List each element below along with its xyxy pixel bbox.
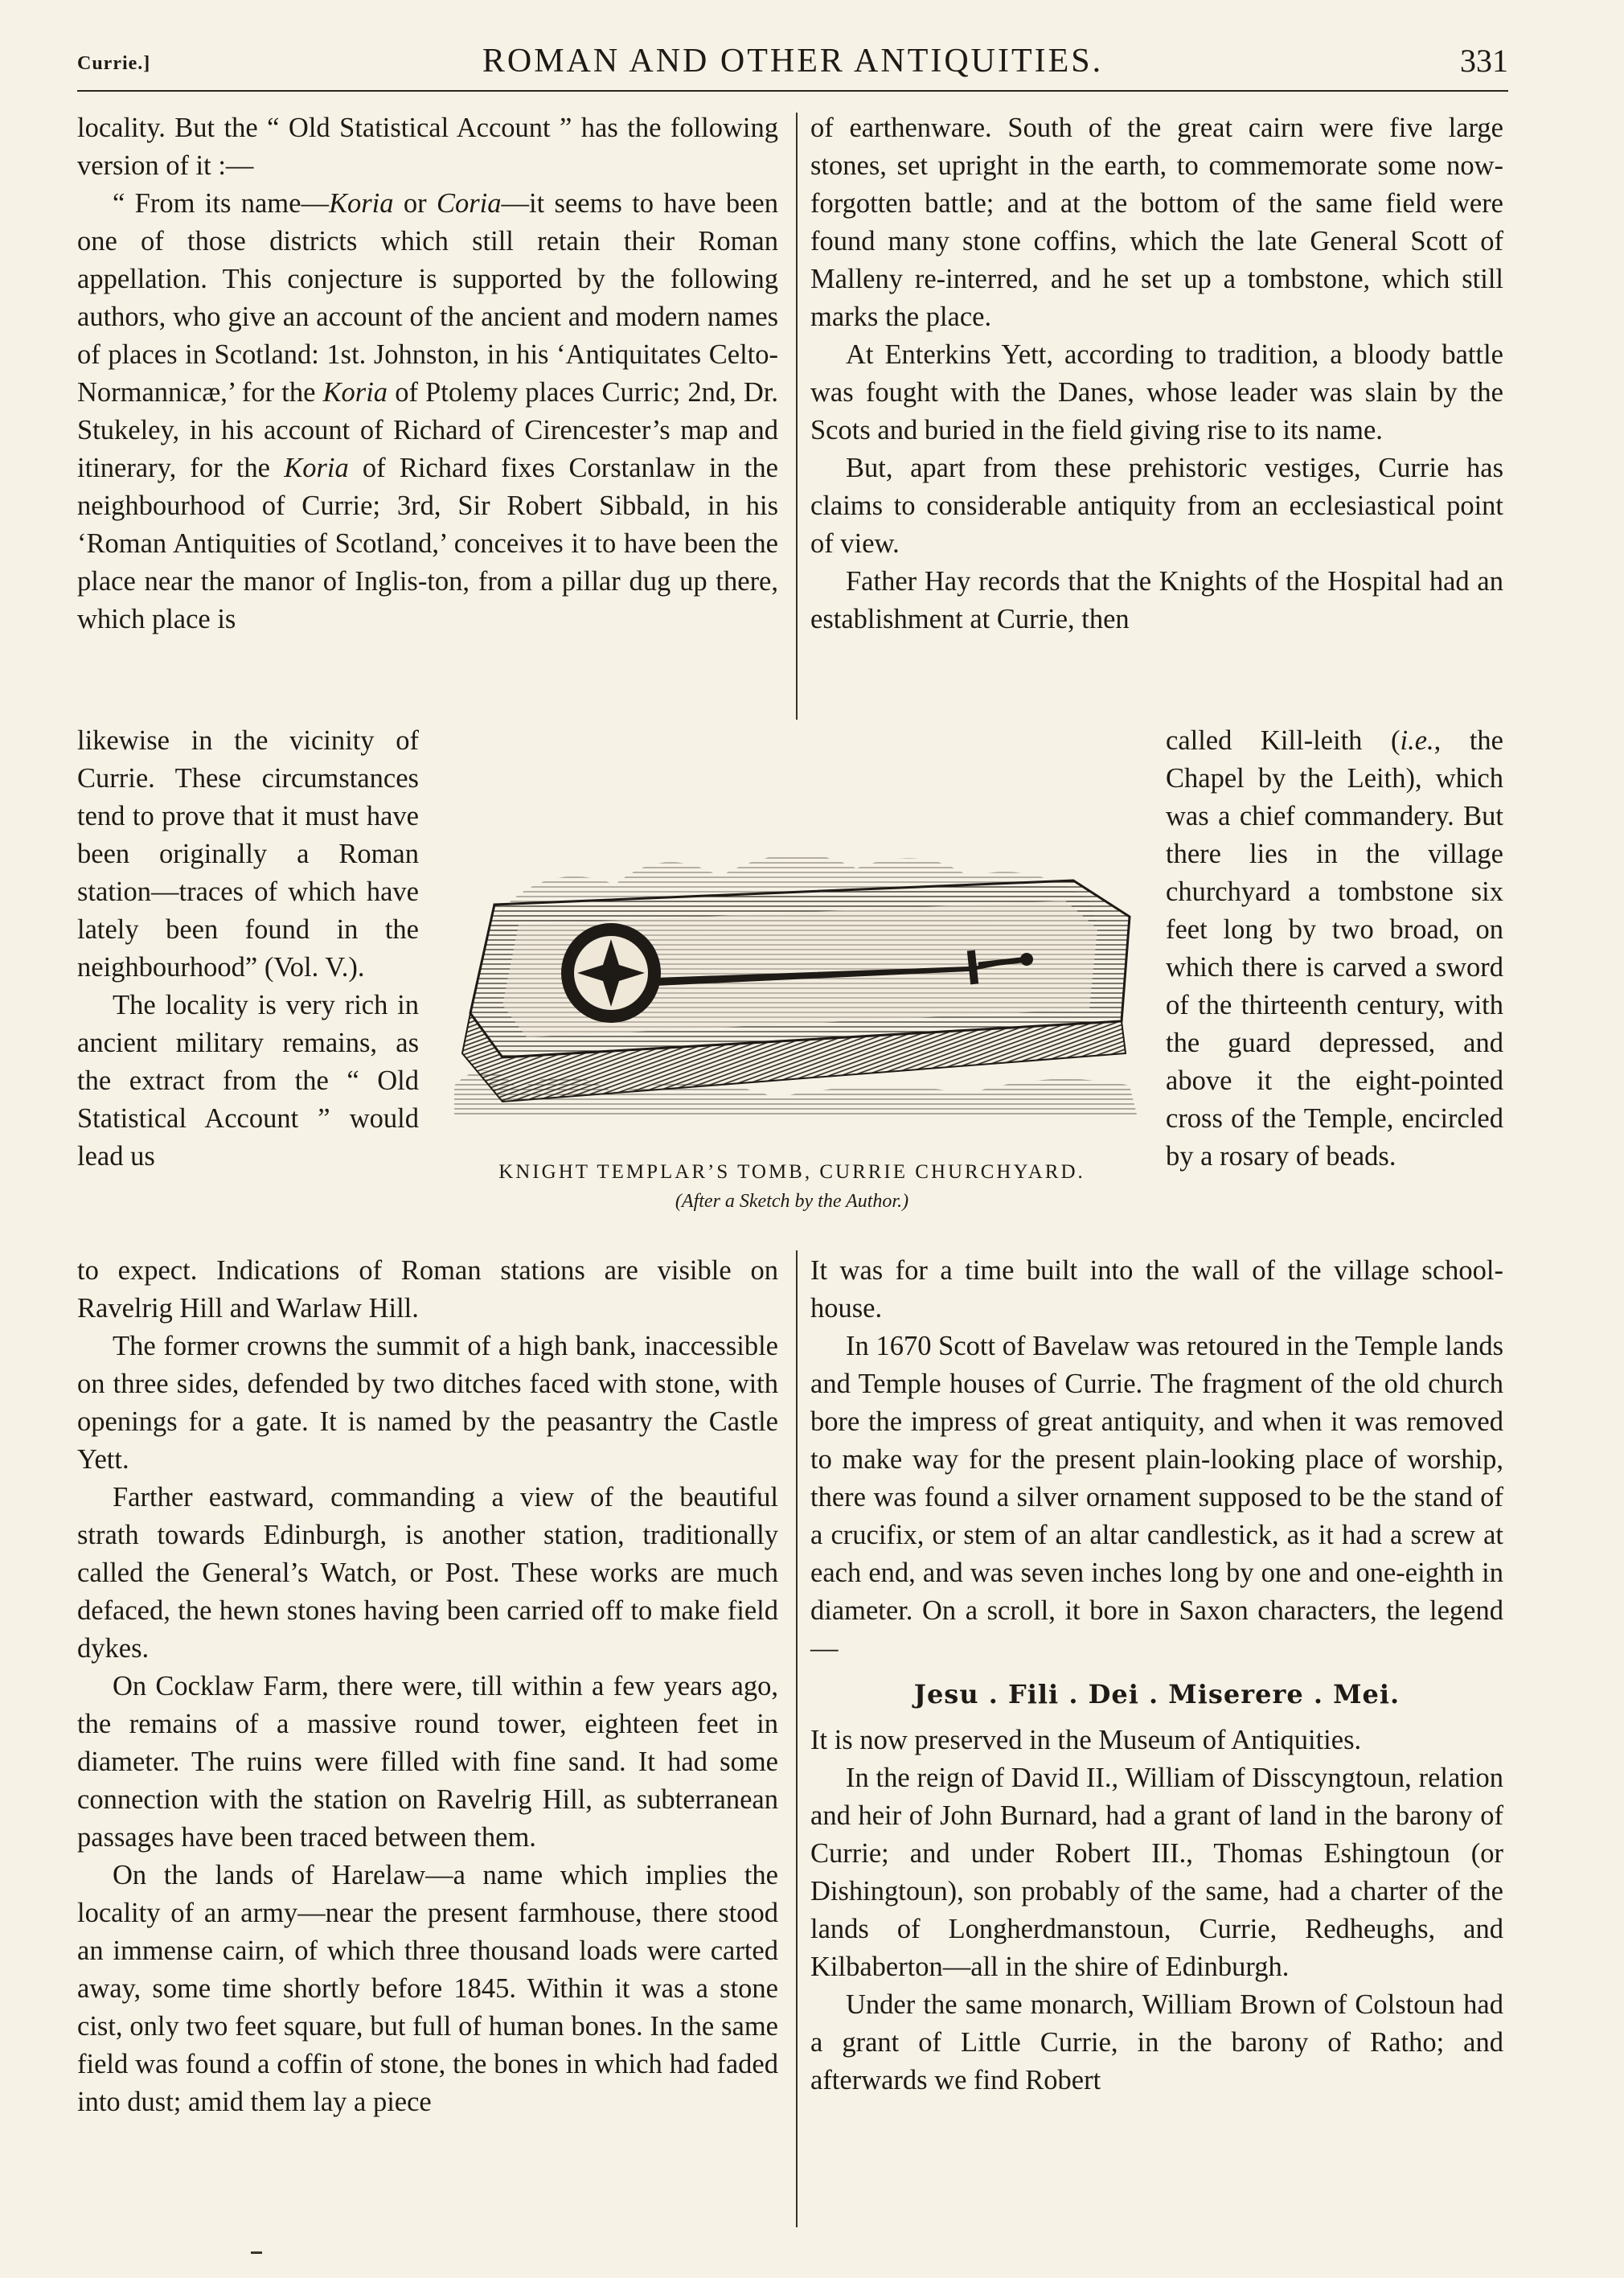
header-title: ROMAN AND OTHER ANTIQUITIES. — [482, 43, 1104, 80]
left-column-bottom — [77, 1252, 778, 2121]
paragraph: of earthenware. South of the great cairn were five large stones, set upright in the earth, to commemorate some now-forgotten battle; and at the bottom of the same field were found many stone coffins, which the late General Scott of Malleny re-interred, and he set up a tombstone, which still marks the place. — [810, 113, 1503, 332]
paragraph: At Enterkins Yett, according to tradition, a bloody battle was fought with the Danes, whose leader was slain by the Scots and buried in the field giving rise to its name. — [810, 339, 1503, 445]
paragraph: In the reign of David II., William of Disscyngtoun, relation and heir of John Burnard, had a grant of land in the barony of Currie; and under Robert III., Thomas Eshingtoun (or Dishingtoun), son probably of the same, had a charter of the lands of Longherdmanstoun, Currie, Redheughs, and Kilbaberton—all in the shire of Edinburgh. — [810, 1763, 1503, 1982]
paragraph: Farther eastward, commanding a view of the beautiful strath towards Edinburgh, is another station, traditionally called the General’s Watch, or Post. These works are much defaced, the hewn stones having been carried off to make field dykes. — [77, 1482, 778, 1664]
paragraph: locality. But the “ Old Statistical Account ” has the following version of it :— — [77, 113, 778, 181]
paragraph: On the lands of Harelaw—a name which implies the locality of an army—near the present farmhouse, there stood an immense cairn, of which three thousand loads were carted away, some time shortly before 1845. Within it was a stone cist, only two feet square, but full of human bones. In the same field was found a coffin of stone, the bones in which had faded into dust; amid them lay a piece — [77, 1860, 778, 2117]
header-rule — [77, 90, 1508, 92]
paragraph: It is now preserved in the Museum of Antiquities. — [810, 1725, 1362, 1755]
paragraph: It was for a time built into the wall of the village school-house. — [810, 1255, 1503, 1324]
left-column-top — [77, 109, 778, 638]
right-column-bottom — [810, 1252, 1503, 2099]
paragraph: But, apart from these prehistoric vestiges, Currie has claims to considerable antiquity from an ecclesiastical point of view. — [810, 453, 1503, 559]
paragraph: Under the same monarch, William Brown of Colstoun had a grant of Little Currie, in the barony of Ratho; and afterwards we find Robert — [810, 1989, 1503, 2095]
paragraph: In 1670 Scott of Bavelaw was retoured in the Temple lands and Temple houses of Currie. The fragment of the old church bore the impress of great antiquity, and when it was removed to make way for the present plain-looking place of worship, there was found a silver ornament supposed to be the stand of a crucifix, or stem of an altar candlestick, as it had a screw at each end, and was seven inches long by one and one-eighth in diameter. On a scroll, it bore in Saxon characters, the legend— — [810, 1331, 1503, 1664]
paragraph-quote: “ From its name—Koria or Coria—it seems to have been one of those districts which still retain their Roman appellation. This conjecture is supported by the following authors, who give an account of the ancient and modern names of places in Scotland: 1st. Johnston, in his ‘Antiquitates Celto-Normannicæ,’ for the Koria of Ptolemy places Curric; 2nd, Dr. Stukeley, in his account of Richard of Cirencester’s map and itinerary, for the Koria of Richard fixes Corstanlaw in the neighbourhood of Currie; 3rd, Sir Robert Sibbald, in his ‘Roman Antiquities of Scotland,’ conceives it to have been the place near the manor of Inglis-ton, from a pillar dug up there, which place is — [77, 188, 778, 634]
right-column-narrow — [1166, 722, 1503, 1176]
left-column-narrow — [77, 722, 419, 1176]
paragraph: Father Hay records that the Knights of the Hospital had an establishment at Currie, then — [810, 566, 1503, 634]
caption-title: KNIGHT TEMPLAR’S TOMB, CURRIE CHURCHYARD. — [498, 1161, 1085, 1183]
tomb-engraving — [454, 812, 1138, 1214]
paragraph-quote-end: likewise in the vicinity of Currie. These circumstances tend to prove that it must have been originally a Roman station—traces of which have lately been found in the neighbourhood” (Vol. V.). — [77, 725, 419, 983]
figure-caption — [434, 1158, 1150, 1216]
paragraph: The former crowns the summit of a high bank, inaccessible on three sides, defended by two ditches faced with stone, with openings for a gate. It is named by the peasantry the Castle Yett. — [77, 1331, 778, 1475]
right-column-top — [810, 109, 1503, 638]
engraving-tombstone-with-sword-and-cross-icon — [454, 812, 1138, 1150]
paragraph: to expect. Indications of Roman stations are visible on Ravelrig Hill and Warlaw Hill. — [77, 1255, 778, 1324]
paragraph: called Kill-leith (i.e., the Chapel by the Leith), which was a chief commandery. But there lies in the village churchyard a tombstone six feet long by two broad, on which there is carved a sword of the thirteenth century, with the guard depressed, and above it the eight-pointed cross of the Temple, encircled by a rosary of beads. — [1166, 725, 1503, 1172]
header-section-label: Currie.] — [77, 53, 151, 74]
caption-credit: (After a Sketch by the Author.) — [675, 1191, 909, 1212]
running-header — [77, 42, 1508, 90]
paragraph: On Cocklaw Farm, there were, till within a few years ago, the remains of a massive round tower, eighteen feet in diameter. The ruins were filled with fine sand. It had some connection with the station on Ravelrig Hill, as subterranean passages have been traced between them. — [77, 1671, 778, 1853]
signature-mark — [251, 2251, 262, 2254]
blackletter-legend: Jesu . Fili . Dei . Miserere . Mei. — [913, 1679, 1400, 1710]
page-number: 331 — [1460, 43, 1508, 79]
paragraph: The locality is very rich in ancient military remains, as the extract from the “ Old Statistical Account ” would lead us — [77, 990, 419, 1172]
